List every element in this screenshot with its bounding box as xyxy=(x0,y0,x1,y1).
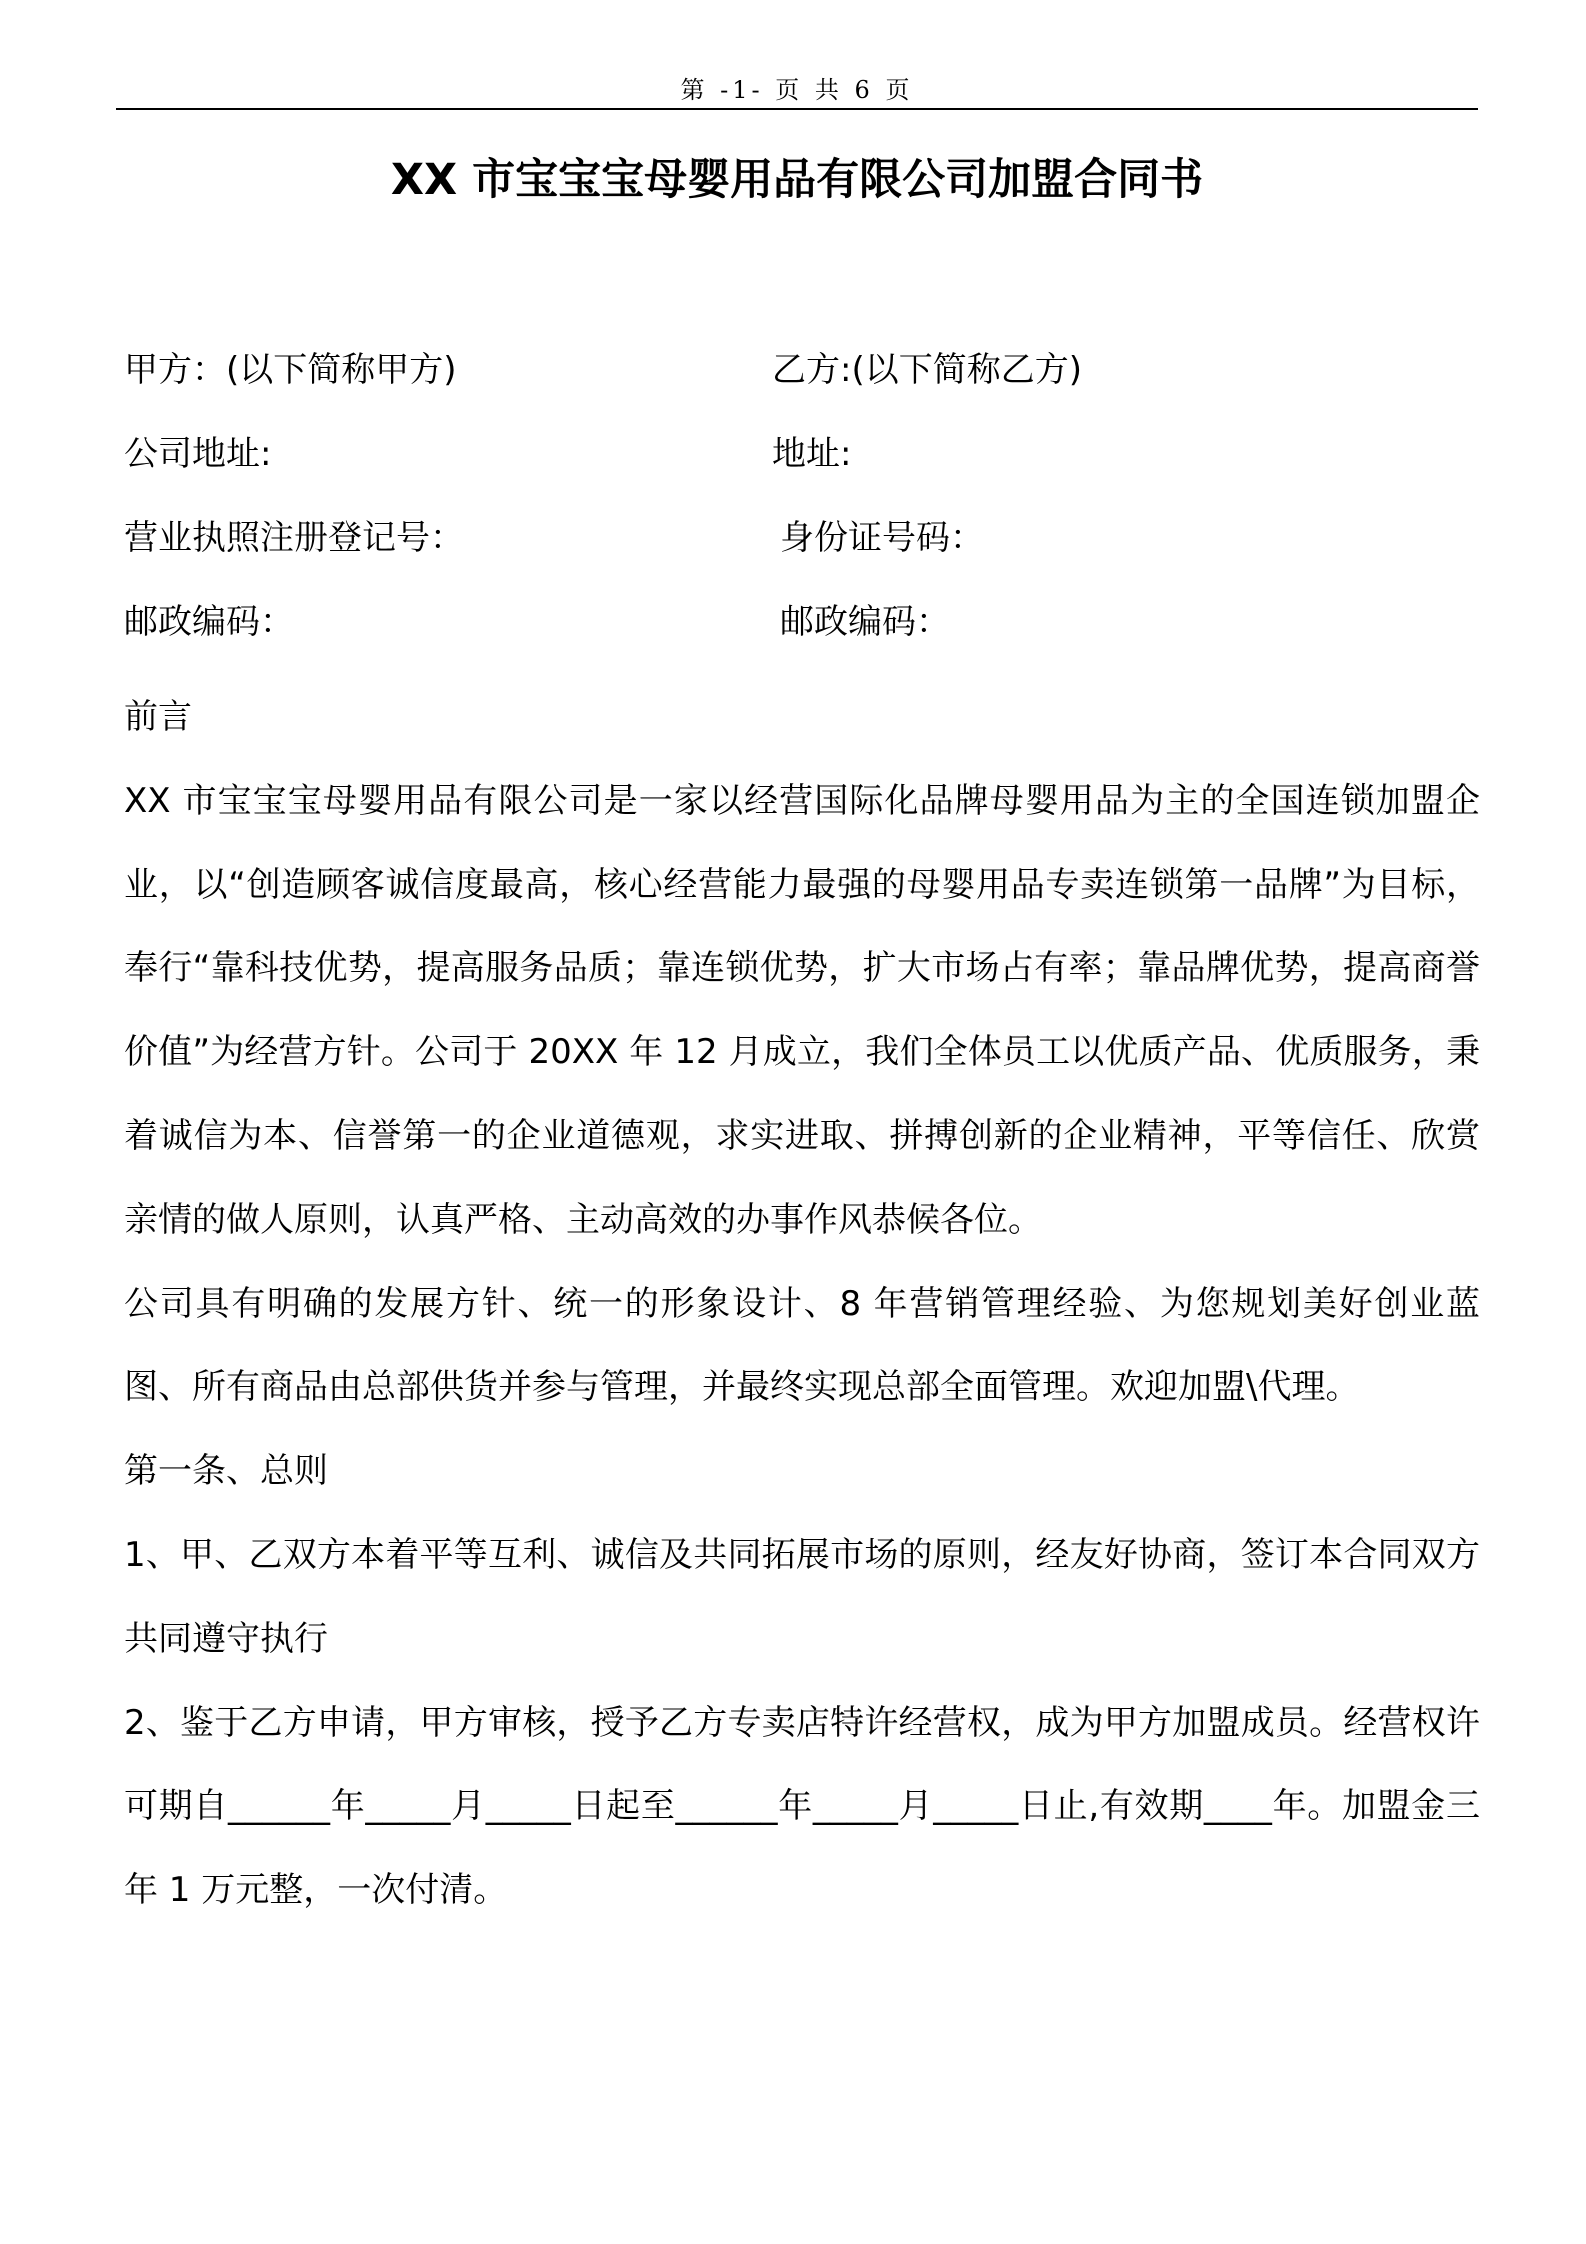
party-b-address-label: 地址: xyxy=(772,434,852,474)
party-b-label: 乙方:(以下简称乙方) xyxy=(772,350,1082,390)
document-title: XX 市宝宝宝母婴用品有限公司加盟合同书 xyxy=(390,155,1204,205)
preface-paragraph-1: XX 市宝宝宝母婴用品有限公司是一家以经营国际化品牌母婴用品为主的全国连锁加盟企业，以“创造顾客诚信度最高，核心经营能力最强的母婴用品专卖连锁第一品牌”为目标，奉行“靠科技优势，提高服务品质；靠连锁优势，扩大市场占有率；靠品牌优势，提高商誉价值”为经营方针。公司于 20XX 年 12 月成立，我们全体员工以优质产品、优质服务，秉着诚信为本、信誉第一的企业道德观，求实进取、拼搏创新的企业精神，平等信任、欣赏亲情的做人原则，认真严格、主动高效的办事作风恭候各位。 xyxy=(124,780,1480,1240)
preface-paragraph-2: 公司具有明确的发展方针、统一的形象设计、8 年营销管理经验、为您规划美好创业蓝图、所有商品由总部供货并参与管理，并最终实现总部全面管理。欢迎加盟\代理。 xyxy=(124,1283,1480,1408)
party-a-label: 甲方：(以下简称甲方) xyxy=(124,350,457,390)
article-1-heading: 第一条、总则 xyxy=(124,1451,328,1492)
party-row-id xyxy=(124,508,1478,592)
contract-body xyxy=(124,676,1480,1933)
party-a-license-label: 营业执照注册登记号： xyxy=(124,518,464,558)
party-row-address xyxy=(124,424,1478,508)
party-info-block xyxy=(124,340,1478,676)
party-a-postcode-label: 邮政编码： xyxy=(124,602,294,642)
party-row-postcode xyxy=(124,592,1478,676)
party-b-postcode-label: 邮政编码： xyxy=(780,602,950,642)
party-b-id-label: 身份证号码： xyxy=(780,518,984,558)
header-divider xyxy=(116,108,1478,110)
party-a-address-label: 公司地址: xyxy=(124,434,272,474)
party-row-names xyxy=(124,340,1478,424)
page-number-header: 第 -1- 页 共 6 页 xyxy=(680,76,914,104)
article-1-item-2: 2、鉴于乙方申请，甲方审核，授予乙方专卖店特许经营权，成为甲方加盟成员。经营权许可期自______年_____月_____日起至______年_____月_____日止,有效期____年。加盟金三年 1 万元整，一次付清。 xyxy=(124,1702,1480,1911)
article-1-item-1: 1、甲、乙双方本着平等互利、诚信及共同拓展市场的原则，经友好协商，签订本合同双方共同遵守执行 xyxy=(124,1534,1480,1659)
preface-heading: 前言 xyxy=(124,697,192,737)
